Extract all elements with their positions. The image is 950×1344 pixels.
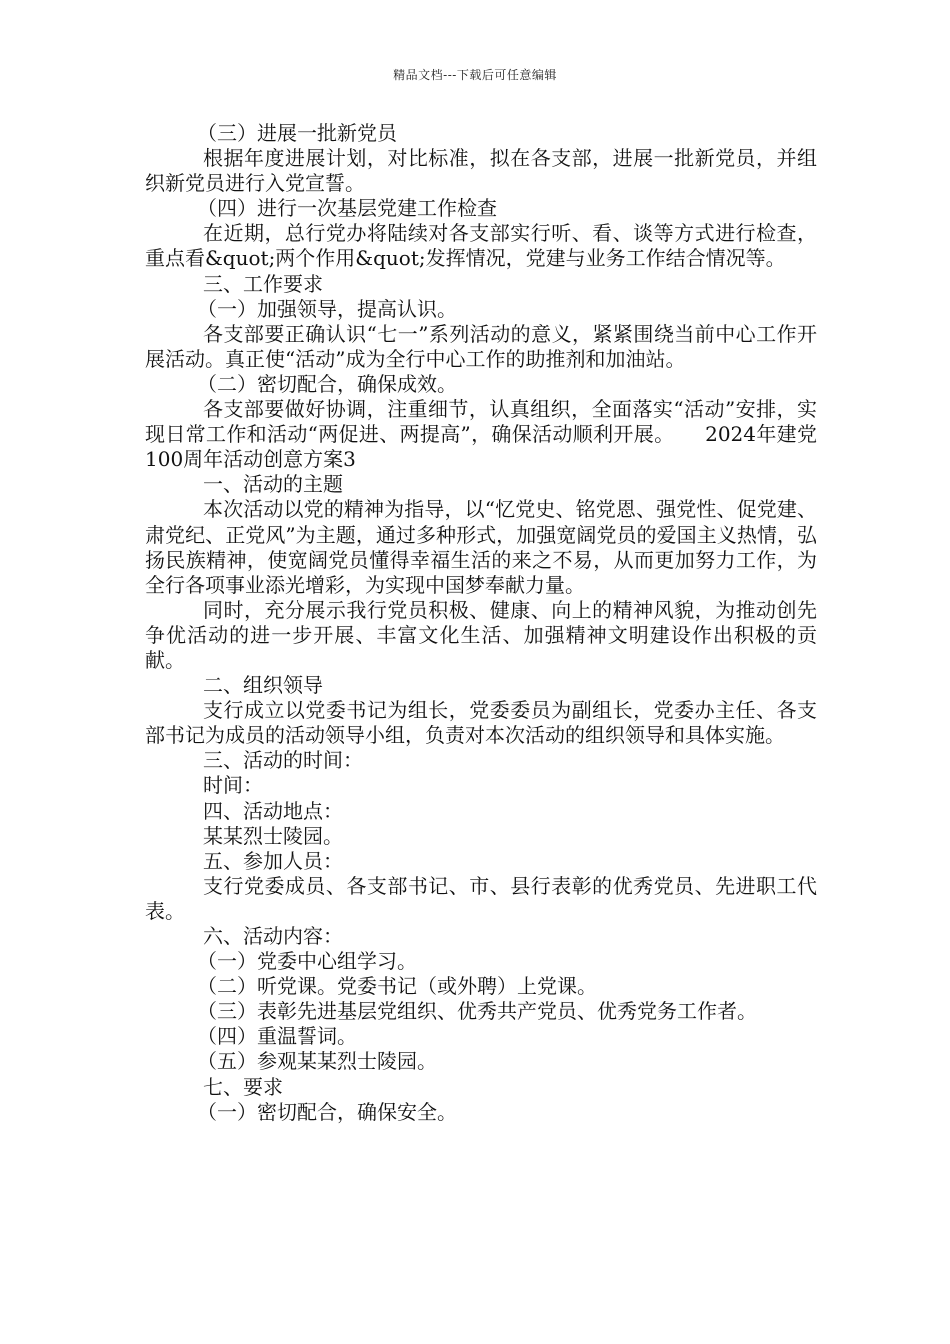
list-item: （三）表彰先进基层党组织、优秀共产党员、优秀党务工作者。	[197, 999, 757, 1024]
paragraph: 根据年度进展计划，对比标准，拟在各支部，进展一批新党员，并组织新党员进行入党宣誓。	[145, 146, 817, 196]
paragraph: （一）加强领导，提高认识。	[197, 296, 457, 321]
section-heading: 一、活动的主题	[203, 472, 343, 497]
section-heading: 七、要求	[203, 1074, 283, 1099]
document-body	[145, 121, 817, 1125]
paragraph: 支行成立以党委书记为组长，党委委员为副组长，党委办主任、各支部书记为成员的活动领导小组，负责对本次活动的组织领导和具体实施。	[145, 698, 817, 748]
list-item: （二）听党课。党委书记（或外聘）上党课。	[197, 974, 597, 999]
paragraph: 支行党委成员、各支部书记、市、县行表彰的优秀党员、先进职工代表。	[145, 873, 817, 923]
paragraph: 某某烈士陵园。	[203, 823, 343, 848]
section-heading: 六、活动内容：	[203, 924, 343, 948]
paragraph: 各支部要正确认识“七一”系列活动的意义，紧紧围绕当前中心工作开展活动。真正使“活动”成为全行中心工作的助推剂和加油站。	[145, 321, 817, 371]
paragraph: 各支部要做好协调，注重细节，认真组织，全面落实“活动”安排，实现日常工作和活动“两促进、两提高”，确保活动顺利开展。 2024年建党100周年活动创意方案3	[145, 397, 817, 472]
paragraph: （二）密切配合，确保成效。	[197, 371, 457, 396]
paragraph: 时间：	[203, 773, 263, 798]
section-heading: 三、工作要求	[203, 271, 323, 296]
list-item: （一）党委中心组学习。	[197, 949, 417, 974]
section-heading: 二、组织领导	[203, 673, 323, 698]
section-heading: 三、活动的时间：	[203, 748, 363, 773]
section-heading: 四、活动地点：	[203, 798, 343, 823]
list-item: （四）重温誓词。	[197, 1024, 357, 1049]
paragraph: （四）进行一次基层党建工作检查	[197, 196, 497, 221]
paragraph: 在近期，总行党办将陆续对各支部实行听、看、谈等方式进行检查，重点看&quot;两个作用&quot;发挥情况，党建与业务工作结合情况等。	[145, 221, 817, 271]
list-item: （一）密切配合，确保安全。	[197, 1099, 457, 1124]
paragraph: 本次活动以党的精神为指导，以“忆党史、铭党恩、强党性、促党建、肃党纪、正党风”为主题，通过多种形式，加强宽阔党员的爱国主义热情，弘扬民族精神，使宽阔党员懂得幸福生活的来之不易，从而更加努力工作，为全行各项事业添光增彩，为实现中国梦奉献力量。	[145, 497, 817, 597]
paragraph: （三）进展一批新党员	[197, 121, 397, 145]
list-item: （五）参观某某烈士陵园。	[197, 1049, 437, 1074]
section-heading: 五、参加人员：	[203, 848, 343, 873]
paragraph: 同时，充分展示我行党员积极、健康、向上的精神风貌，为推动创先争优活动的进一步开展、丰富文化生活、加强精神文明建设作出积极的贡献。	[145, 597, 817, 672]
page-header: 精品文档---下载后可任意编辑	[393, 68, 557, 82]
